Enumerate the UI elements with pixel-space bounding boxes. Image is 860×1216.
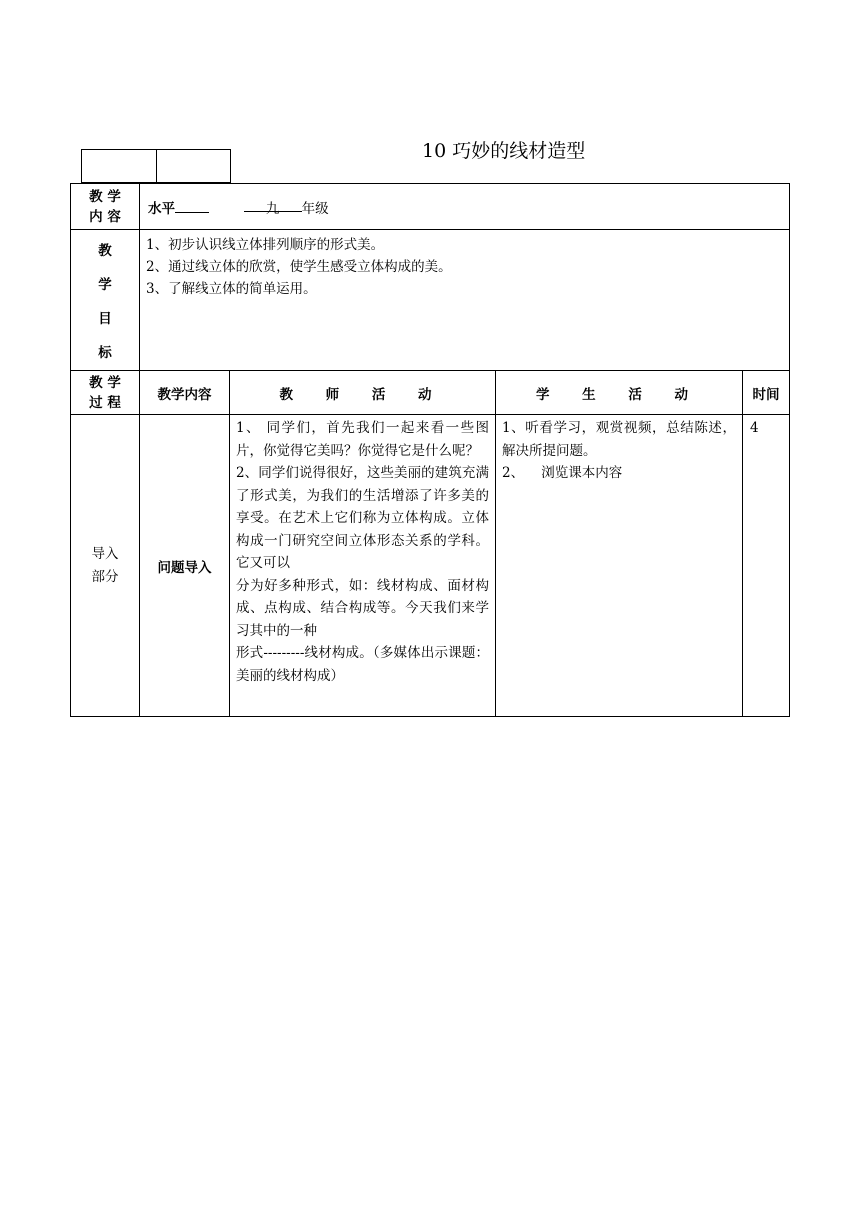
content-label-line1: 教 学: [89, 188, 121, 205]
objectives-label-char: 教: [98, 243, 112, 259]
content-label-line2: 内 容: [89, 208, 121, 225]
process-label-line2: 过 程: [89, 394, 121, 411]
intro-label-line2: 部分: [91, 568, 119, 585]
content-row: [71, 184, 790, 230]
student-activity-cell: [496, 415, 743, 717]
level-blank: [175, 198, 209, 213]
objective-item: 1、初步认识线立体排列顺序的形式美。: [146, 237, 385, 253]
teacher-paragraph: 分为好多种形式，如：线材构成、面材构成、点构成、结合构成等。今天我们来学习其中的一种: [236, 577, 489, 639]
process-label-line1: 教 学: [89, 374, 121, 391]
intro-section-row: [71, 415, 790, 717]
objectives-label-char: 目: [98, 311, 112, 327]
objective-item: 3、了解线立体的简单运用。: [146, 281, 317, 297]
lesson-plan-table: [70, 183, 790, 717]
objectives-list: [140, 230, 790, 371]
content-column-header: 教学内容: [140, 371, 230, 415]
content-row-label: [71, 184, 140, 230]
objective-item: 2、通过线立体的欣赏，使学生感受立体构成的美。: [146, 259, 452, 275]
level-grade-cell: [140, 184, 790, 230]
level-prefix: 水平: [148, 200, 175, 217]
student-activity-header: 学 生 活 动: [496, 371, 743, 415]
teacher-paragraph: 形式---------线材构成。（多媒体出示课题：美丽的线材构成）: [236, 645, 489, 684]
objectives-label: [71, 230, 140, 371]
objectives-label-char: 标: [98, 345, 112, 361]
teacher-activity-header: 教 师 活 动: [230, 371, 496, 415]
blank-box-left: [82, 150, 156, 182]
objectives-row: [71, 230, 790, 371]
grade-value: 九: [244, 197, 302, 212]
intro-content-cell: 问题导入: [140, 415, 230, 717]
intro-section-label: [71, 415, 140, 717]
teacher-paragraph: 1、 同学们，首先我们一起来看一些图片，你觉得它美吗？你觉得它是什么呢？: [236, 420, 489, 459]
time-column-header: 时间: [743, 371, 790, 415]
teacher-activity-cell: [230, 415, 496, 717]
process-header-row: [71, 371, 790, 415]
process-label: [71, 371, 140, 415]
header-blank-boxes: [81, 149, 231, 183]
intro-label-line1: 导入: [91, 545, 119, 562]
document-title: 10 巧妙的线材造型: [422, 140, 586, 162]
blank-box-right: [156, 150, 231, 182]
student-item: 2、 浏览课本内容: [502, 465, 623, 481]
teacher-paragraph: 2、同学们说得很好，这些美丽的建筑充满了形式美，为我们的生活增添了许多美的享受。在艺术上它们称为立体构成。立体构成一门研究空间立体形态关系的学科。它又可以: [236, 465, 489, 571]
time-cell: 4: [743, 415, 790, 717]
student-item: 1、听看学习，观赏视频，总结陈述，解决所提问题。: [502, 420, 736, 459]
objectives-label-char: 学: [98, 277, 112, 293]
grade-suffix: 年级: [301, 200, 329, 217]
